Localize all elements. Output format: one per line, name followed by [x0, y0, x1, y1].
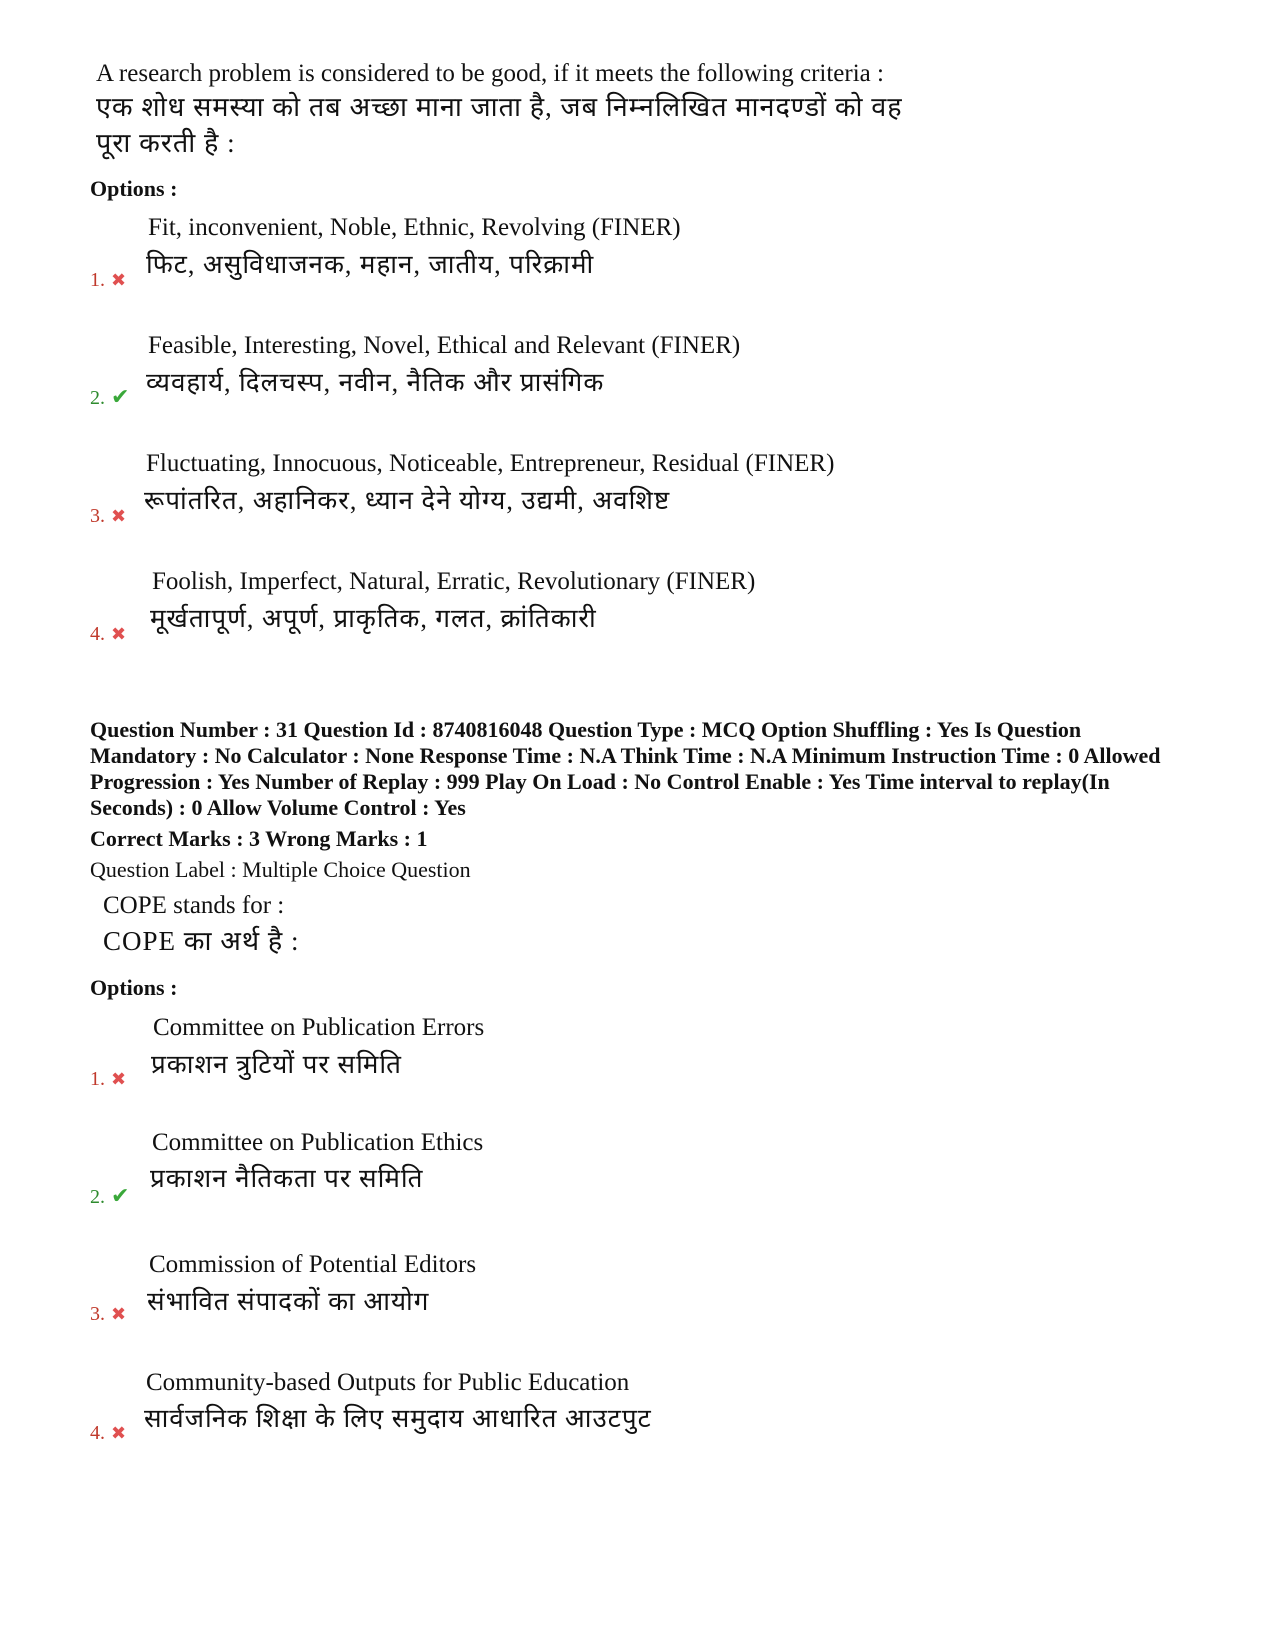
option-text-en: Feasible, Interesting, Novel, Ethical and Relevant (FINER) — [148, 332, 741, 359]
option-text-hi: व्यवहार्य, दिलचस्प, नवीन, नैतिक और प्रासंगिक — [146, 368, 605, 397]
option-text-en: Committee on Publication Errors — [153, 1014, 485, 1041]
option-text-hi: मूर्खतापूर्ण, अपूर्ण, प्राकृतिक, गलत, क्रांतिकारी — [150, 604, 597, 633]
option-number: 4. ✖ — [90, 623, 127, 645]
option-text-hi: सार्वजनिक शिक्षा के लिए समुदाय आधारित आउटपुट — [144, 1404, 652, 1433]
option-text-en: Committee on Publication Ethics — [152, 1129, 484, 1156]
option-text-en: Community-based Outputs for Public Education — [146, 1369, 630, 1396]
question-metadata: Question Number : 31 Question Id : 8740816048 Question Type : MCQ Option Shuffling : Yes Is Question Mandatory : No Calculator : None Response Time : N.A Think Time : N.A Minimum Instruction Time : 0 Allowed Progression : Yes Number of Replay : 999 Play On Load : No Control Enable : Yes Time interval to replay(In Seconds) : 0 Allow Volume Control : Yes — [90, 717, 1161, 820]
check-icon: ✔ — [111, 385, 130, 410]
question-label: Question Label : Multiple Choice Question — [90, 857, 471, 882]
cross-icon: ✖ — [111, 270, 127, 291]
option-text-en: Fluctuating, Innocuous, Noticeable, Entrepreneur, Residual (FINER) — [146, 450, 835, 477]
option-text-en: Commission of Potential Editors — [149, 1251, 477, 1278]
option-number: 1. ✖ — [90, 269, 127, 291]
option-text-en: Foolish, Imperfect, Natural, Erratic, Revolutionary (FINER) — [152, 568, 756, 595]
cross-icon: ✖ — [111, 1069, 127, 1090]
cross-icon: ✖ — [111, 1304, 127, 1325]
question-stem-hi: COPE का अर्थ है : — [103, 926, 300, 956]
option-number: 3. ✖ — [90, 505, 127, 527]
option-number: 2. ✔ — [90, 385, 130, 410]
option-text-en: Fit, inconvenient, Noble, Ethnic, Revolving (FINER) — [148, 214, 681, 241]
option-text-hi: प्रकाशन नैतिकता पर समिति — [150, 1164, 424, 1193]
options-label: Options : — [90, 176, 178, 201]
cross-icon: ✖ — [111, 624, 127, 645]
cross-icon: ✖ — [111, 506, 127, 527]
question-stem-hi-line2: पूरा करती है : — [96, 128, 236, 158]
option-number: 1. ✖ — [90, 1068, 127, 1090]
options-label: Options : — [90, 975, 178, 1000]
option-number: 4. ✖ — [90, 1422, 127, 1444]
question-stem-hi-line1: एक शोध समस्या को तब अच्छा माना जाता है, जब निम्नलिखित मानदण्डों को वह — [96, 92, 903, 122]
question-stem-en: COPE stands for : — [103, 892, 285, 919]
option-number: 3. ✖ — [90, 1303, 127, 1325]
question-marks: Correct Marks : 3 Wrong Marks : 1 — [90, 826, 428, 851]
check-icon: ✔ — [111, 1184, 130, 1209]
cross-icon: ✖ — [111, 1423, 127, 1444]
option-text-hi: रूपांतरित, अहानिकर, ध्यान देने योग्य, उद्यमी, अवशिष्ट — [144, 486, 671, 515]
option-number: 2. ✔ — [90, 1184, 130, 1209]
option-text-hi: फिट, असुविधाजनक, महान, जातीय, परिक्रामी — [146, 250, 595, 279]
question-stem-en: A research problem is considered to be good, if it meets the following criteria : — [96, 60, 884, 87]
option-text-hi: प्रकाशन त्रुटियों पर समिति — [151, 1050, 402, 1079]
option-text-hi: संभावित संपादकों का आयोग — [147, 1287, 430, 1316]
